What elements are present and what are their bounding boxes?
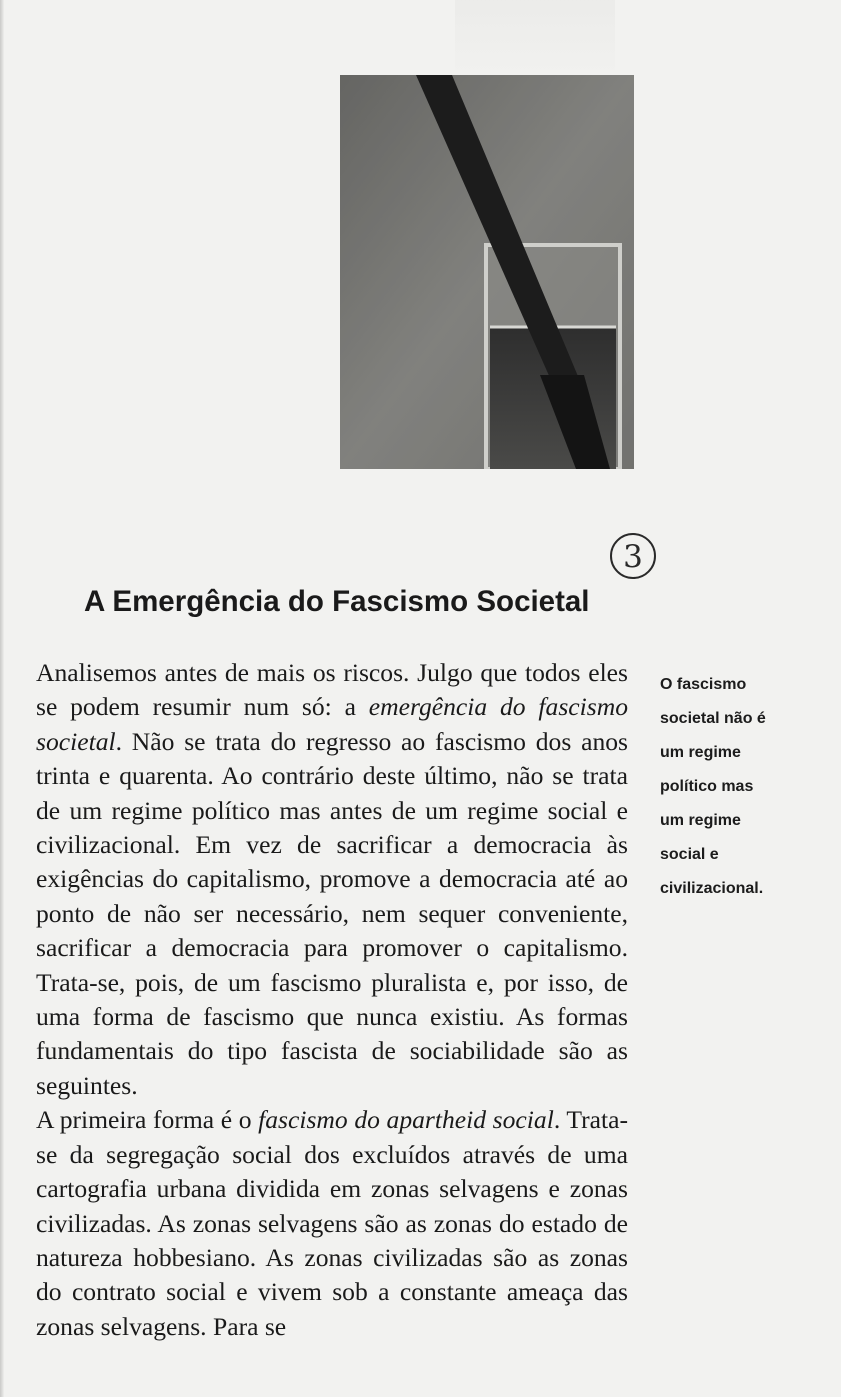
- chapter-photo: [340, 75, 634, 469]
- margin-note-line: um regime: [660, 744, 741, 761]
- paragraph-1: [36, 656, 628, 1103]
- page-edge: [0, 0, 4, 1397]
- paragraph-1-emphasis: emergência do fascismo societal: [36, 692, 628, 756]
- margin-note-line: um regime: [660, 812, 741, 829]
- paragraph-1-text-a: Analisemos antes de mais os riscos. Julgo que todos eles se podem resumir num só: a: [36, 658, 628, 722]
- margin-note: [660, 668, 800, 906]
- photo-glass-with-stick-icon: [340, 75, 634, 469]
- chapter-number-badge: 3: [610, 533, 656, 579]
- margin-note-line: social e: [660, 846, 719, 863]
- margin-note-line: civilizacional.: [660, 880, 764, 897]
- margin-note-line: O fascismo: [660, 676, 747, 693]
- paragraph-2-emphasis: fascismo do apartheid social: [258, 1105, 554, 1135]
- chapter-title: A Emergência do Fascismo Societal: [84, 585, 590, 618]
- paragraph-2-text-a: A primeira forma é o: [36, 1105, 259, 1135]
- bleed-through-shadow: [455, 0, 615, 70]
- paragraph-2: [36, 1103, 628, 1344]
- paragraph-1-text-b: . Não se trata do regresso ao fascismo dos anos trinta e quarenta. Ao contrário deste último, não se trata de um regime político mas antes de um regime social e civilizacional. Em vez de sacrificar a democracia às exigências do capitalismo, promove a democracia até ao ponto de não ser necessário, nem sequer conveniente, sacrificar a democracia para promover o capitalismo. Trata-se, pois, de um fascismo pluralista e, por isso, de uma forma de fascismo que nunca existiu. As formas fundamentais do tipo fascista de sociabilidade são as seguintes.: [36, 726, 628, 1100]
- margin-note-line: político mas: [660, 778, 754, 795]
- margin-note-line: societal não é: [660, 710, 766, 727]
- paragraph-2-text-b: . Trata-se da segregação social dos excluídos através de uma cartografia urbana dividida em zonas selvagens e zonas civilizadas. As zonas selvagens são as zonas do estado de natureza hobbesiano. As zonas civilizadas são as zonas do contrato social e vivem sob a constante ameaça das zonas selvagens. Para se: [36, 1105, 628, 1341]
- body-text: [36, 656, 628, 1344]
